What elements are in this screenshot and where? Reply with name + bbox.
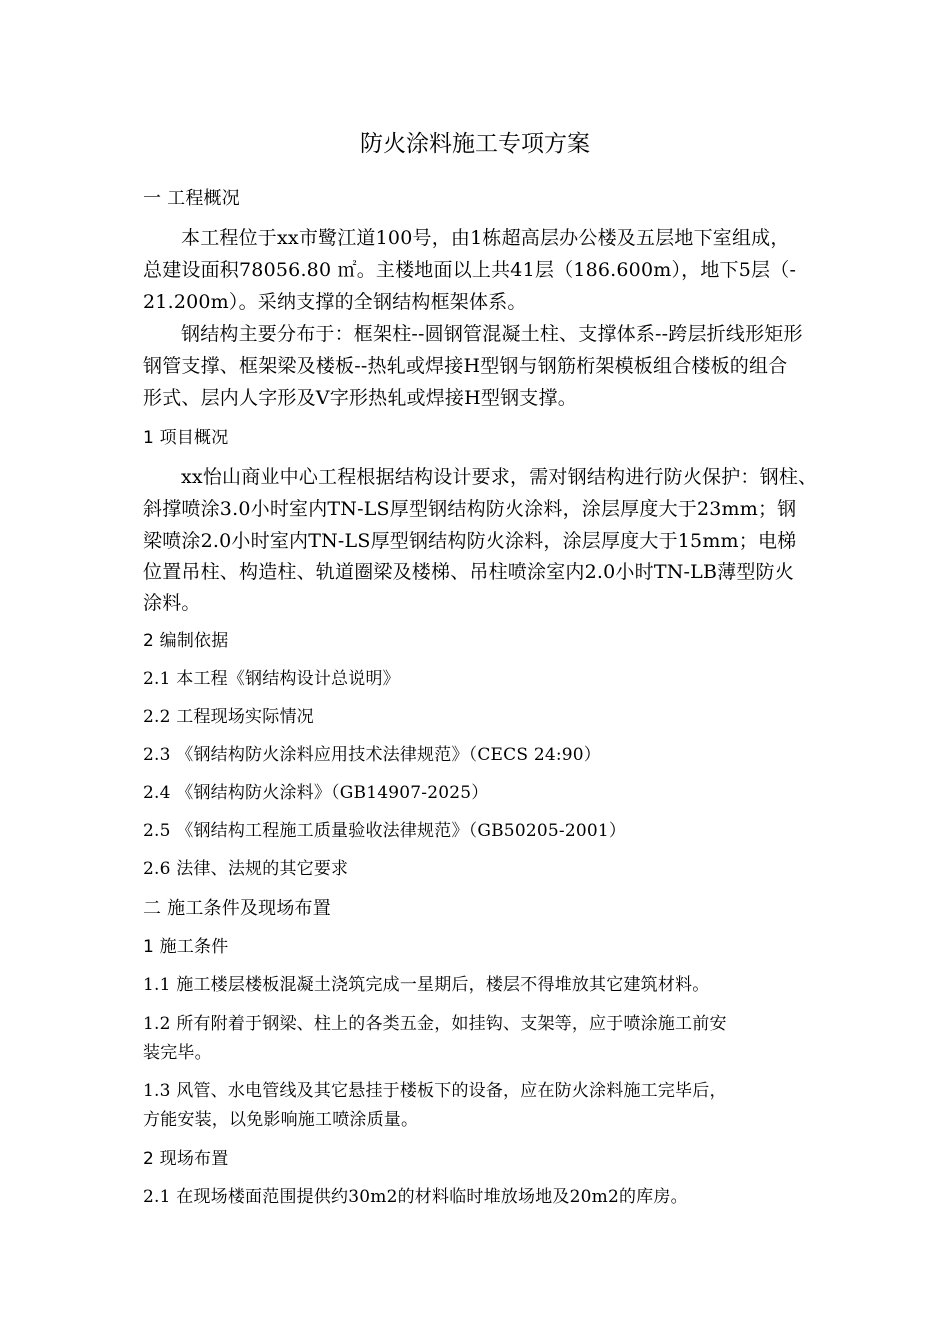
paragraph-line: 梁喷涂2.0小时室内TN-LS厚型钢结构防火涂料，涂层厚度大于15mm；电梯 (143, 530, 797, 552)
paragraph-line: xx怡山商业中心工程根据结构设计要求，需对钢结构进行防火保护：钢柱、 (181, 466, 818, 488)
list-item: 1.3 风管、水电管线及其它悬挂于楼板下的设备，应在防火涂料施工完毕后， (143, 1081, 727, 1101)
paragraph-line: 斜撑喷涂3.0小时室内TN-LS厚型钢结构防火涂料，涂层厚度大于23mm；钢 (143, 498, 797, 520)
list-item: 2.1 本工程《钢结构设计总说明》 (143, 669, 400, 689)
paragraph-line: 涂料。 (143, 592, 201, 614)
subsection-heading: 2 现场布置 (143, 1149, 229, 1169)
paragraph-line: 钢结构主要分布于：框架柱--圆钢管混凝土柱、支撑体系--跨层折线形矩形 (181, 323, 803, 345)
paragraph-line: 总建设面积78056.80 ㎡。主楼地面以上共41层（186.600m），地下5层（- (143, 259, 797, 281)
list-item: 1.1 施工楼层楼板混凝土浇筑完成一星期后，楼层不得堆放其它建筑材料。 (143, 975, 710, 995)
list-item-continuation: 装完毕。 (143, 1043, 212, 1063)
section-heading-1: 一 工程概况 (143, 188, 240, 209)
paragraph-line: 本工程位于xx市鹭江道100号，由1栋超高层办公楼及五层地下室组成， (181, 227, 790, 249)
subsection-heading: 1 施工条件 (143, 937, 229, 957)
paragraph-line: 位置吊柱、构造柱、轨道圈梁及楼梯、吊柱喷涂室内2.0小时TN-LB薄型防火 (143, 561, 794, 583)
list-item: 1.2 所有附着于钢梁、柱上的各类五金，如挂钩、支架等，应于喷涂施工前安 (143, 1014, 727, 1034)
subsection-heading: 1 项目概况 (143, 428, 229, 448)
paragraph-line: 形式、层内人字形及V字形热轧或焊接H型钢支撑。 (143, 387, 577, 409)
list-item: 2.1 在现场楼面范围提供约30m2的材料临时堆放场地及20m2的库房。 (143, 1187, 688, 1207)
document-title: 防火涂料施工专项方案 (360, 131, 590, 157)
section-heading-2: 二 施工条件及现场布置 (143, 898, 331, 919)
list-item: 2.5 《钢结构工程施工质量验收法律规范》（GB50205-2001） (143, 821, 627, 841)
list-item: 2.2 工程现场实际情况 (143, 707, 314, 727)
list-item: 2.6 法律、法规的其它要求 (143, 859, 349, 879)
list-item-continuation: 方能安装，以免影响施工喷涂质量。 (143, 1110, 419, 1130)
paragraph-line: 钢管支撑、框架梁及楼板--热轧或焊接H型钢与钢筋桁架模板组合楼板的组合 (143, 355, 788, 377)
list-item: 2.4 《钢结构防火涂料》（GB14907-2025） (143, 783, 489, 803)
paragraph-line: 21.200m）。采纳支撑的全钢结构框架体系。 (143, 291, 527, 313)
subsection-heading: 2 编制依据 (143, 631, 229, 651)
list-item: 2.3 《钢结构防火涂料应用技术法律规范》（CECS 24:90） (143, 745, 602, 765)
